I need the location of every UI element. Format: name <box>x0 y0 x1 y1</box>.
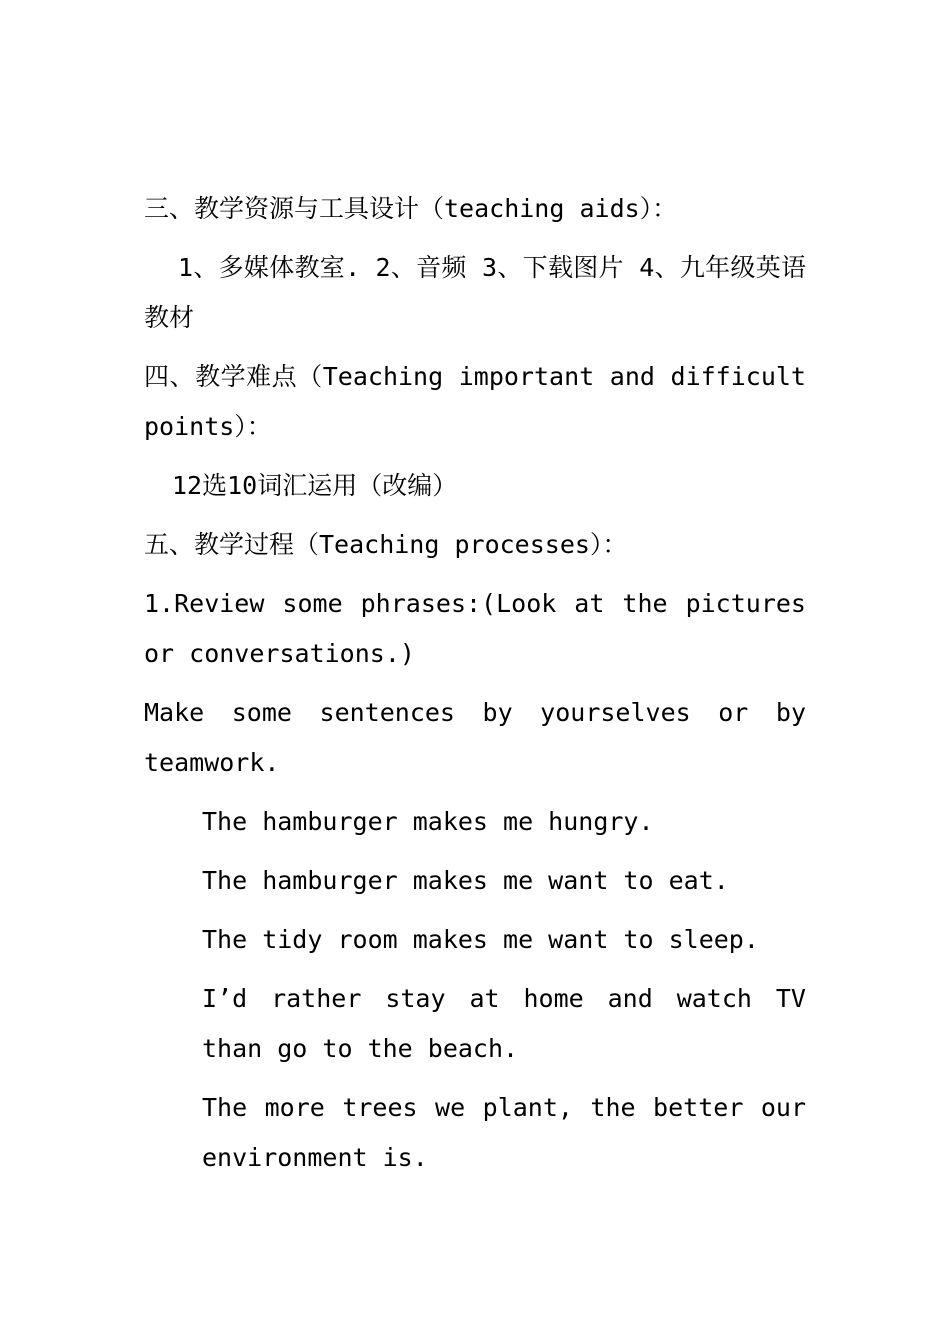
instruction: Make some sentences by yourselves or by teamwork. <box>144 698 806 777</box>
section-4-item: 12选10词汇运用（改编） <box>172 471 458 500</box>
section-4-heading: 四、教学难点（Teaching important and difficult points）： <box>144 362 806 441</box>
example-sentence-1: The hamburger makes me hungry. <box>202 807 654 836</box>
step-1: 1.Review some phrases:(Look at the pictures or conversations.) <box>144 589 806 668</box>
example-sentence-5: The more trees we plant, the better our environment is. <box>202 1093 806 1172</box>
example-sentence-2: The hamburger makes me want to eat. <box>202 866 729 895</box>
section-5-heading: 五、教学过程（Teaching processes）： <box>144 530 628 559</box>
example-sentence-3: The tidy room makes me want to sleep. <box>202 925 759 954</box>
section-3-items: 1、多媒体教室. 2、音频 3、下载图片 4、九年级英语教材 <box>144 253 806 332</box>
document-page <box>144 184 806 1192</box>
section-3-heading: 三、教学资源与工具设计（teaching aids）： <box>144 194 678 223</box>
example-sentence-4: I’d rather stay at home and watch TV than go to the beach. <box>202 984 806 1063</box>
